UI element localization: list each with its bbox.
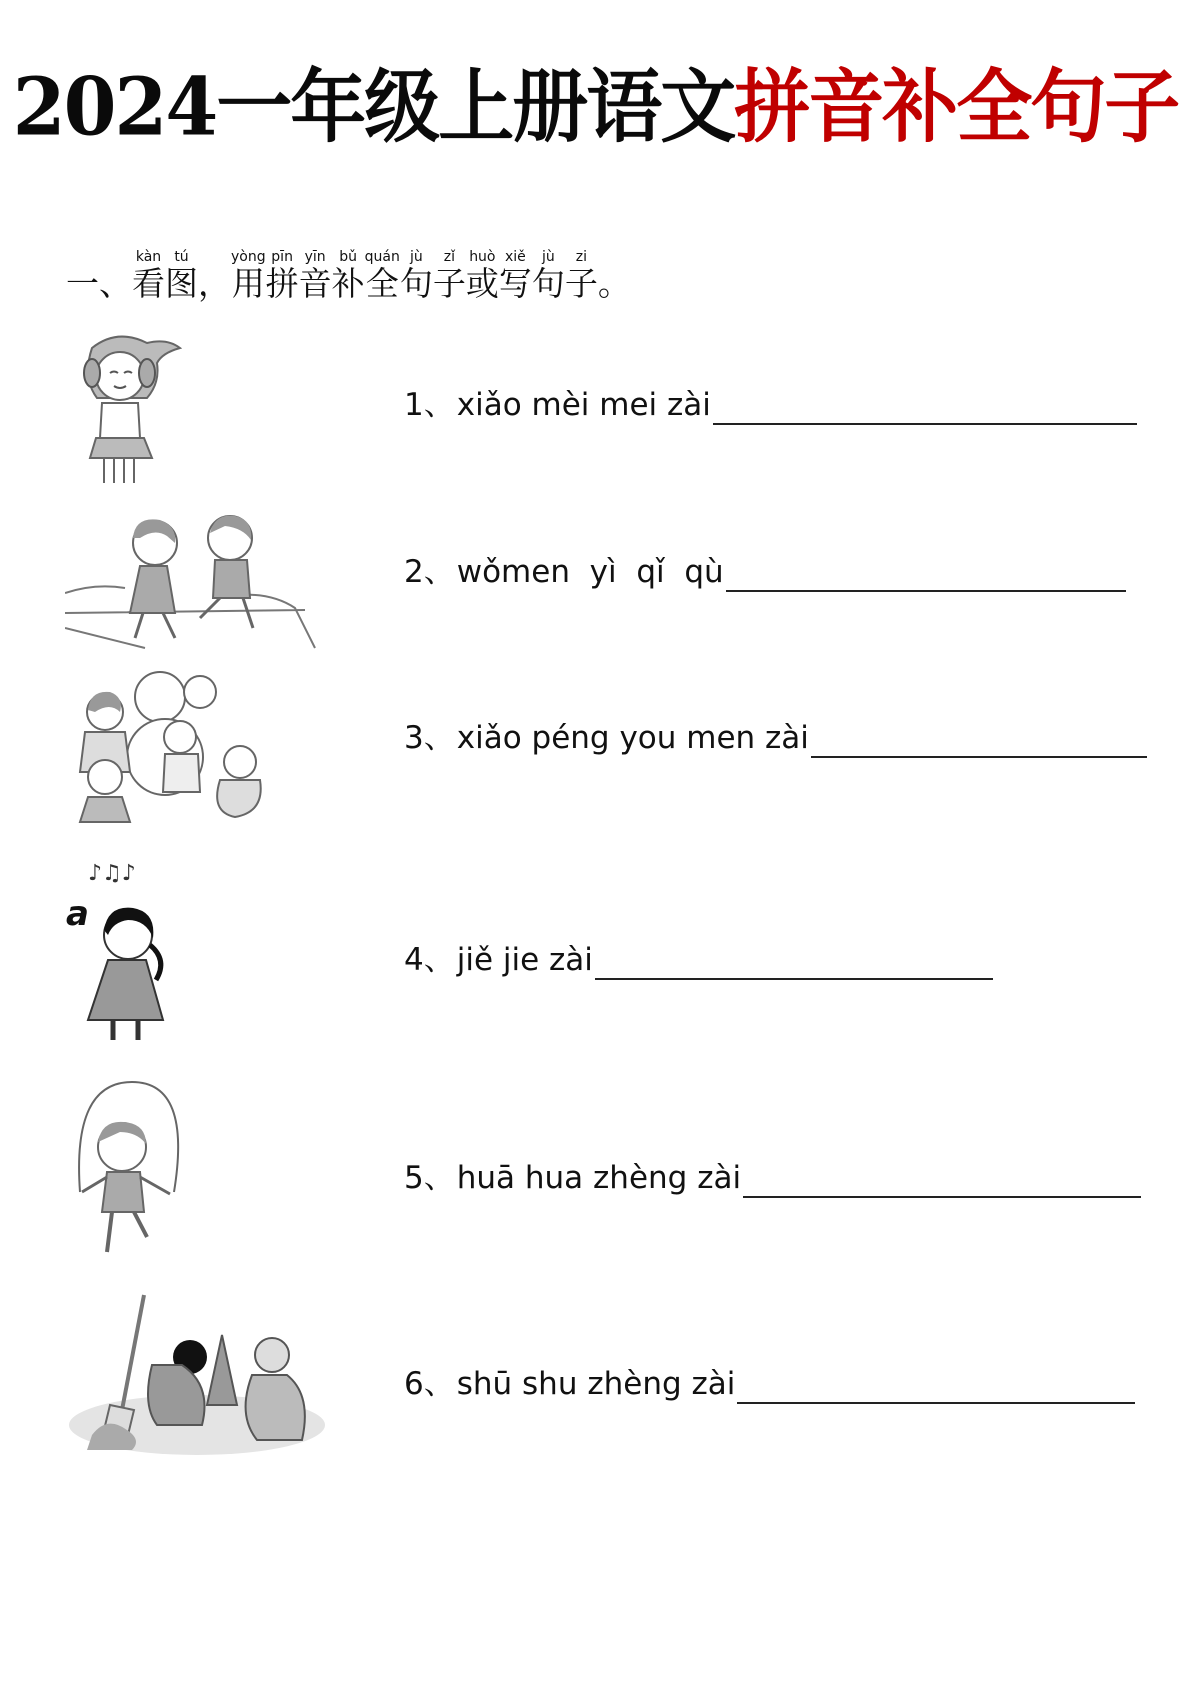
ruby-char: 音yīn bbox=[298, 249, 332, 303]
ruby-char: 。 bbox=[597, 264, 631, 303]
ruby-char: ， bbox=[198, 264, 231, 303]
answer-blank[interactable] bbox=[713, 393, 1137, 425]
question-3 bbox=[404, 718, 1147, 758]
ruby-char: 全quán bbox=[364, 249, 400, 303]
picture-people-planting-tree bbox=[62, 1285, 327, 1460]
ruby-char: 句jù bbox=[531, 249, 565, 303]
ruby-char: 看kàn bbox=[132, 249, 165, 303]
title-main: 2024一年级上册语文 bbox=[12, 59, 735, 154]
section-instruction bbox=[66, 249, 631, 303]
question-6 bbox=[404, 1364, 1135, 1404]
title-highlight: 拼音补全句子 bbox=[734, 59, 1179, 154]
answer-blank[interactable] bbox=[595, 948, 993, 980]
question-1 bbox=[404, 385, 1137, 425]
ruby-char: 子zǐ bbox=[432, 249, 466, 303]
question-4 bbox=[404, 940, 993, 980]
question-number: 6、 bbox=[404, 1366, 455, 1402]
question-2 bbox=[404, 552, 1126, 592]
ruby-char: 句jù bbox=[399, 249, 433, 303]
picture-children-building-snowman bbox=[60, 662, 290, 842]
question-number: 2、 bbox=[404, 554, 455, 590]
svg-text:a: a bbox=[66, 894, 89, 934]
question-5 bbox=[404, 1158, 1141, 1198]
question-pinyin: xiǎo péng you men zài bbox=[456, 720, 809, 756]
question-pinyin: xiǎo mèi mei zài bbox=[456, 387, 711, 423]
question-number: 1、 bbox=[404, 387, 455, 423]
answer-blank[interactable] bbox=[811, 726, 1147, 758]
answer-blank[interactable] bbox=[743, 1166, 1141, 1198]
question-pinyin: jiě jie zài bbox=[456, 942, 593, 978]
answer-blank[interactable] bbox=[726, 560, 1126, 592]
question-pinyin: huā hua zhèng zài bbox=[456, 1160, 742, 1196]
question-number: 5、 bbox=[404, 1160, 455, 1196]
question-number: 4、 bbox=[404, 942, 455, 978]
ruby-char: 写xiě bbox=[498, 249, 532, 303]
ruby-char: 补bǔ bbox=[331, 249, 365, 303]
ruby-char: 或huò bbox=[465, 249, 499, 303]
question-pinyin: shū shu zhèng zài bbox=[456, 1366, 736, 1402]
worksheet-title bbox=[0, 60, 1191, 155]
svg-text:♪♫♪: ♪♫♪ bbox=[88, 861, 136, 886]
ruby-char: 子zi bbox=[564, 249, 598, 303]
picture-girl-jumping-rope bbox=[62, 1072, 192, 1272]
ruby-char: 拼pīn bbox=[265, 249, 299, 303]
question-number: 3、 bbox=[404, 720, 455, 756]
question-pinyin: wǒmen yì qǐ qù bbox=[456, 554, 724, 590]
section-prefix: 一、 bbox=[66, 264, 132, 303]
picture-children-walking-to-school bbox=[65, 498, 320, 650]
picture-girl-with-headphones bbox=[62, 328, 182, 488]
answer-blank[interactable] bbox=[737, 1372, 1135, 1404]
picture-girl-singing bbox=[58, 850, 178, 1055]
ruby-char: 图tú bbox=[165, 249, 198, 303]
ruby-char: 用yòng bbox=[231, 249, 266, 303]
